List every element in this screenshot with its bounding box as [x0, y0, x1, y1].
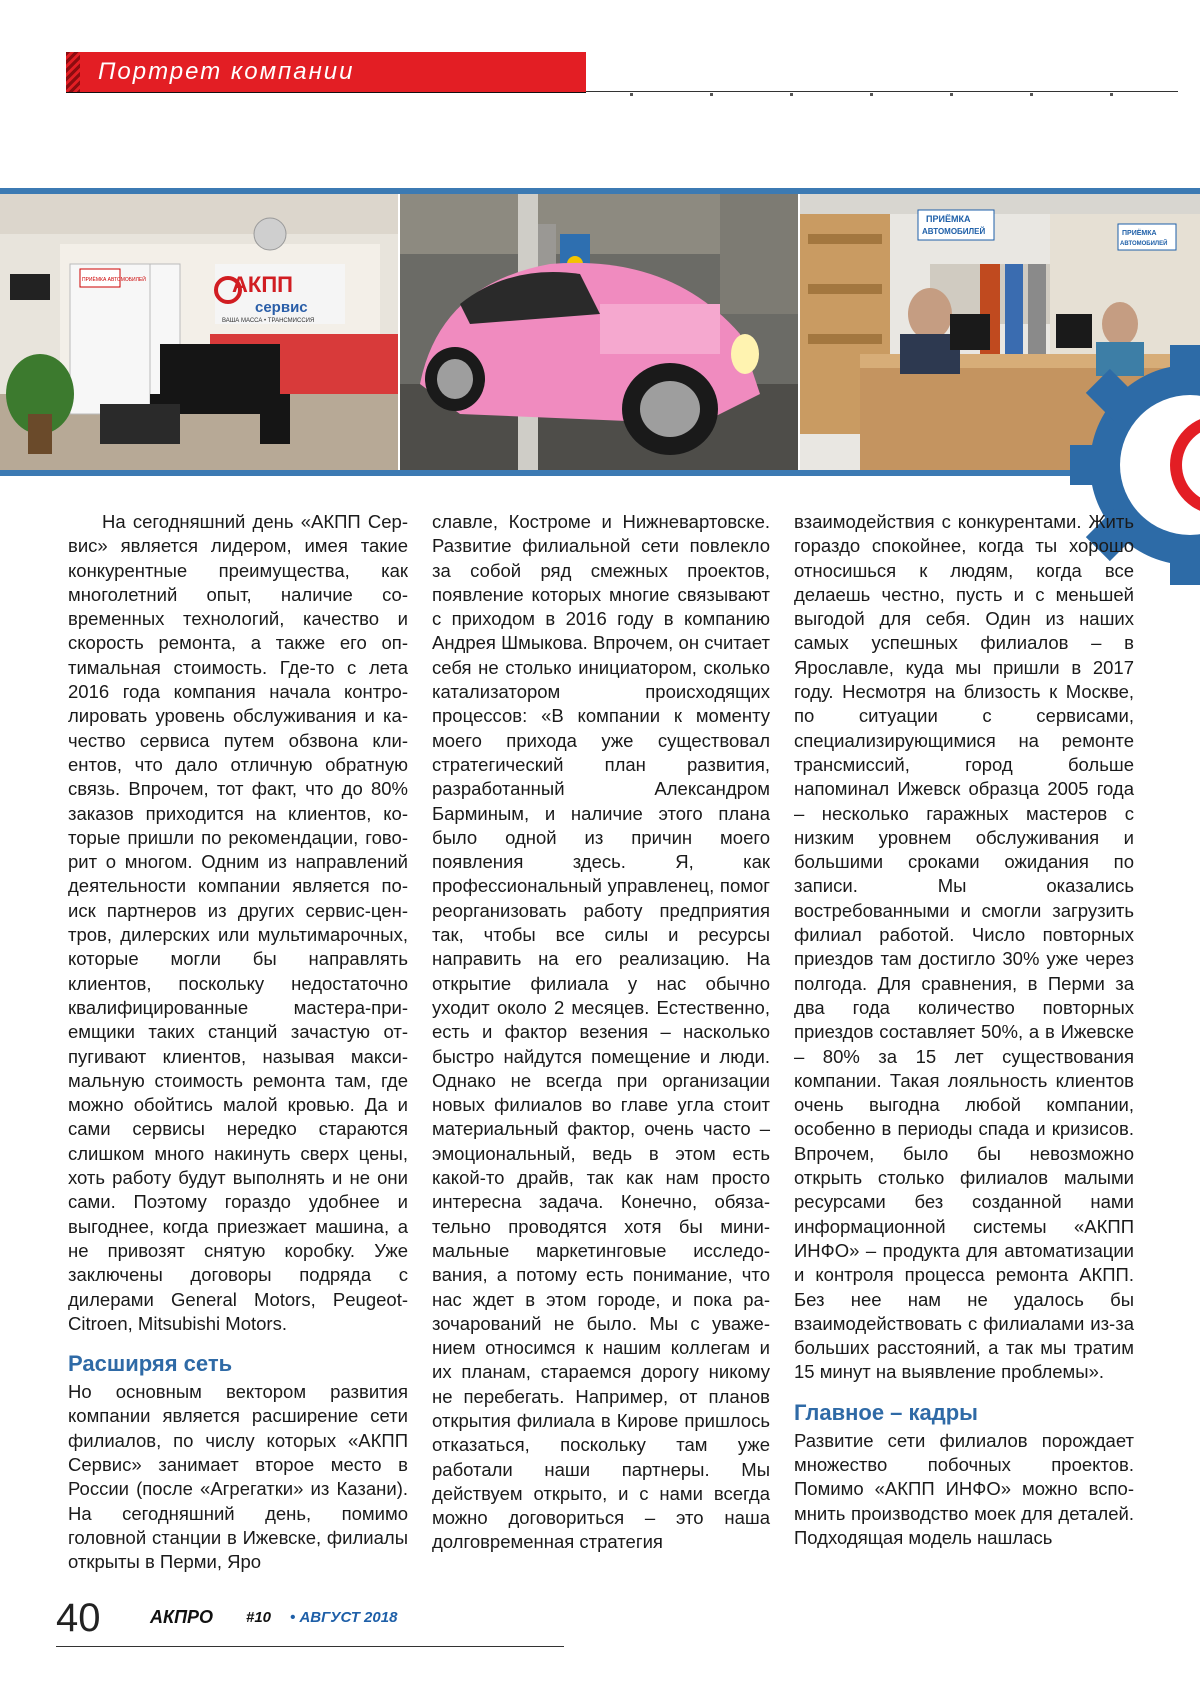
door-sign: ПРИЁМКА АВТОМОБИЛЕЙ — [82, 277, 146, 283]
section-heading-network: Расширяя сеть — [68, 1351, 233, 1377]
paragraph: славле, Костроме и Нижневартовске. Развитие филиальной сети повлекло за собой ряд смежных проектов, появление которых многие связывают с приходом в 2016 году в компанию Андрея Шмыкова. Впрочем, он считает себя не столько инициатором, сколько катализатором происходящих процессов: «В компании к моменту моего прихода уже существовал стратегический план развития, разработанный Александром Барминым, и наличие этого плана было одной из причин моего появления здесь. Я, как профессиональный управленец, помог реорганизовать работу предприятия так, чтобы все силы и ресурсы направить на его реализацию. На открытие филиала у нас обычно уходит около 2 месяцев. Естественно, есть и фактор везения – насколько быстро найдутся помещение и люди. Однако не всегда при организации новых филиалов во главе угла стоит материальный фактор, очень часто – эмоциональный, ведь в этом есть какой-то драйв, так как нам просто интересна задача. Конечно, обязательно проводятся хотя бы минимальные маркетинговые исследования, а потому есть понимание, что нас ждет в этом городе, и пока разочарований не было. Мы с уважением относимся к нашим коллегам и их планам, стараемся дорогу никому не перебегать. Например, от планов открытия филиала в Кирове пришлось отказаться, поскольку там уже работали наши партнеры. Мы действуем открыто, и с нами всегда можно договориться – это наша долговременная стратегия — [432, 511, 770, 1553]
rule-dot — [950, 93, 953, 96]
sign-tagline: ВАША МАССА • ТРАНСМИССИЯ — [222, 318, 315, 324]
sign-akpp: АКПП — [232, 272, 293, 297]
sign-servis: сервис — [255, 299, 308, 316]
article-column-3 — [794, 510, 1134, 1550]
paragraph: Но основным вектором развития компании является расширение сети филиалов, по числу которых «АКПП Сервис» занимает второе место в России (после «Агрегатки» из Казани). На сегодняшний день, помимо головной станции в Ижевске, филиалы открыты в Перми, Яро — [68, 1381, 408, 1573]
paragraph: взаимодействия с конкурентами. Жить гораздо спокойнее, когда ты хорошо относишься к людям, когда все делаешь честно, пусть и с меньшей выгодой для себя. Один из наших самых успешных филиалов – в Ярославле, куда мы пришли в 2017 году. Несмотря на близость к Москве, по ситуации с сервисами, специализирующимися на ремонте трансмиссий, город больше напоминал Ижевск образца 2005 года – несколько гаражных мастеров с низким уровнем обслуживания и большими сроками ожидания по записи. Мы оказались востребованными и смогли загрузить филиал работой. Число повторных приездов там достигло 30% уже через полгода. Для сравнения, в Перми за два года количество повторных приездов составляет 50%, а в Ижевске – 80% за 15 лет существования компании. Такая лояльность клиентов очень выгодна любой компании, особенно в периоды спада и кризисов. Впрочем, было бы невозможно открыть столько филиалов малыми ресурсами без созданной нами информационной системы «АКПП ИНФО» – продукта для автоматизации и контроля процесса ремонта АКПП. Без нее нам не удалось бы взаимодействовать с филиалами из-за больших расстояний, а так мы тратим 15 минут на выявление проблемы». — [794, 511, 1134, 1383]
photo-reception — [0, 194, 398, 470]
photo-strip — [0, 188, 1200, 476]
issue-number: #10 — [246, 1609, 272, 1626]
paragraph: Развитие сети филиалов порождает множество побочных проектов. Помимо «АКПП ИНФО» можно вспомнить производство моек для деталей. Подходящая модель нашлась — [794, 1429, 1134, 1548]
office-sign-1b: АВТОМОБИЛЕЙ — [922, 227, 986, 236]
section-title: Портрет компании — [98, 58, 355, 85]
date-text: АВГУСТ 2018 — [299, 1609, 398, 1626]
rule-dot — [630, 93, 633, 96]
rule-dot — [790, 93, 793, 96]
issue-date — [290, 1609, 397, 1626]
header-stripe-decoration — [66, 52, 80, 92]
office-sign-1: ПРИЁМКА — [926, 214, 971, 224]
rule-dot — [710, 93, 713, 96]
photo-pink-car — [400, 194, 798, 470]
rule-dot — [1030, 93, 1033, 96]
article-column-2 — [432, 510, 770, 1555]
article-column-1 — [68, 510, 408, 1574]
paragraph: На сегодняшний день «АКПП Сервис» является лидером, имея такие конкурентные преимущества, как многолетний опыт, наличие современных технологий, качество и скорость ремонта, а также его оптимальная стоимость. Где-то с лета 2016 года компания начала контролировать уровень обслуживания и качество сервиса путем обзвона клиентов, что дало отличную обратную связь. Впрочем, тот факт, что до 80% заказов приходится на клиентов, которые пришли по рекомендации, говорит о многом. Одним из направлений деятельности компании является поиск партнеров из других сервис-центров, дилерских или мультимарочных, которые могли бы направлять клиентов, поскольку недостаточно квалифицированные мастера-приемщики таких станций зачастую отпугивают клиентов, называя максимальную стоимость ремонта там, где можно обойтись малой кровью. Да и сами сервисы нередко стараются слишком много накинуть сверх цены, хоть работу будут выполнять и не они сами. Поэтому гораздо удобнее и выгоднее, когда приезжает машина, а не привозят снятую коробку. Уже заключены договоры подряда с дилерами General Motors, Peugeot-Citroen, Mitsubishi Motors. — [68, 511, 408, 1334]
photo-strip-bottom-line — [0, 470, 1200, 476]
magazine-logo: АКПРО — [150, 1607, 214, 1627]
office-sign-2: ПРИЁМКА — [1122, 230, 1157, 237]
office-sign-2b: АВТОМОБИЛЕЙ — [1120, 241, 1168, 247]
date-separator: • — [290, 1609, 296, 1626]
footer-rule — [56, 1646, 564, 1647]
page-number: 40 — [56, 1596, 101, 1640]
header-rule — [586, 91, 1178, 92]
section-heading-staff: Главное – кадры — [794, 1399, 978, 1425]
rule-dot — [1110, 93, 1113, 96]
rule-dot — [870, 93, 873, 96]
